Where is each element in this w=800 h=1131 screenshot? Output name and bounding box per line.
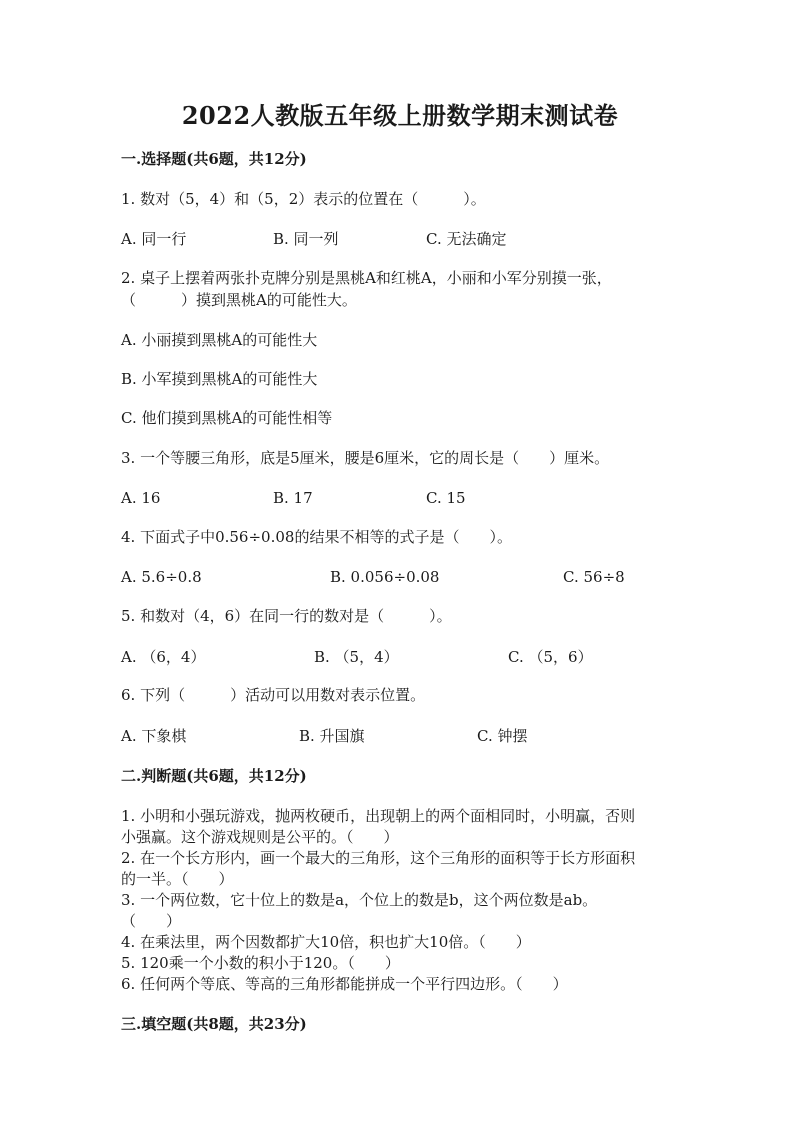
judge-5: 5. 120乘一个小数的积小于120。（ ）	[121, 954, 400, 972]
q1-option-c: C. 无法确定	[426, 230, 507, 248]
judge-3-line1: 3. 一个两位数，它十位上的数是a，个位上的数是b，这个两位数是ab。	[121, 891, 598, 909]
question-5: 5. 和数对（4，6）在同一行的数对是（ ）。	[121, 607, 452, 625]
q3-option-c: C. 15	[426, 489, 466, 507]
question-6: 6. 下列（ ）活动可以用数对表示位置。	[121, 686, 426, 704]
q6-option-c: C. 钟摆	[477, 727, 528, 745]
section-heading-fill: 三.填空题(共8题，共23分)	[121, 1015, 307, 1033]
q1-option-a: A. 同一行	[121, 230, 187, 248]
q3-option-b: B. 17	[273, 489, 313, 507]
question-4: 4. 下面式子中0.56÷0.08的结果不相等的式子是（ ）。	[121, 528, 512, 546]
judge-2-line2: 的一半。（ ）	[121, 870, 234, 888]
question-2-line1: 2. 桌子上摆着两张扑克牌分别是黑桃A和红桃A，小丽和小军分别摸一张，	[121, 269, 612, 287]
question-1: 1. 数对（5，4）和（5，2）表示的位置在（ ）。	[121, 190, 486, 208]
judge-1-line1: 1. 小明和小强玩游戏，抛两枚硬币，出现朝上的两个面相同时，小明赢，否则	[121, 807, 636, 825]
page-title: 2022人教版五年级上册数学期末测试卷	[181, 101, 619, 130]
q4-option-a: A. 5.6÷0.8	[121, 568, 202, 586]
q4-option-b: B. 0.056÷0.08	[330, 568, 440, 586]
judge-2-line1: 2. 在一个长方形内，画一个最大的三角形，这个三角形的面积等于长方形面积	[121, 849, 636, 867]
section-heading-judge: 二.判断题(共6题，共12分)	[121, 767, 307, 785]
section-heading-choice: 一.选择题(共6题，共12分)	[121, 150, 307, 168]
q2-option-c: C. 他们摸到黑桃A的可能性相等	[121, 409, 333, 427]
q6-option-b: B. 升国旗	[299, 727, 365, 745]
q1-option-b: B. 同一列	[273, 230, 339, 248]
question-2-line2: （ ）摸到黑桃A的可能性大。	[121, 291, 357, 309]
q5-option-b: B. （5，4）	[314, 648, 399, 666]
judge-1-line2: 小强赢。这个游戏规则是公平的。（ ）	[121, 828, 399, 846]
q4-option-c: C. 56÷8	[563, 568, 625, 586]
q6-option-a: A. 下象棋	[121, 727, 187, 745]
q5-option-a: A. （6，4）	[121, 648, 206, 666]
q5-option-c: C. （5，6）	[508, 648, 593, 666]
judge-3-line2: （ ）	[121, 912, 182, 930]
question-3: 3. 一个等腰三角形，底是5厘米，腰是6厘米，它的周长是（ ）厘米。	[121, 449, 610, 467]
judge-4: 4. 在乘法里，两个因数都扩大10倍，积也扩大10倍。（ ）	[121, 933, 531, 951]
q2-option-a: A. 小丽摸到黑桃A的可能性大	[121, 331, 318, 349]
q2-option-b: B. 小军摸到黑桃A的可能性大	[121, 370, 318, 388]
q3-option-a: A. 16	[121, 489, 161, 507]
judge-6: 6. 任何两个等底、等高的三角形都能拼成一个平行四边形。（ ）	[121, 975, 568, 993]
